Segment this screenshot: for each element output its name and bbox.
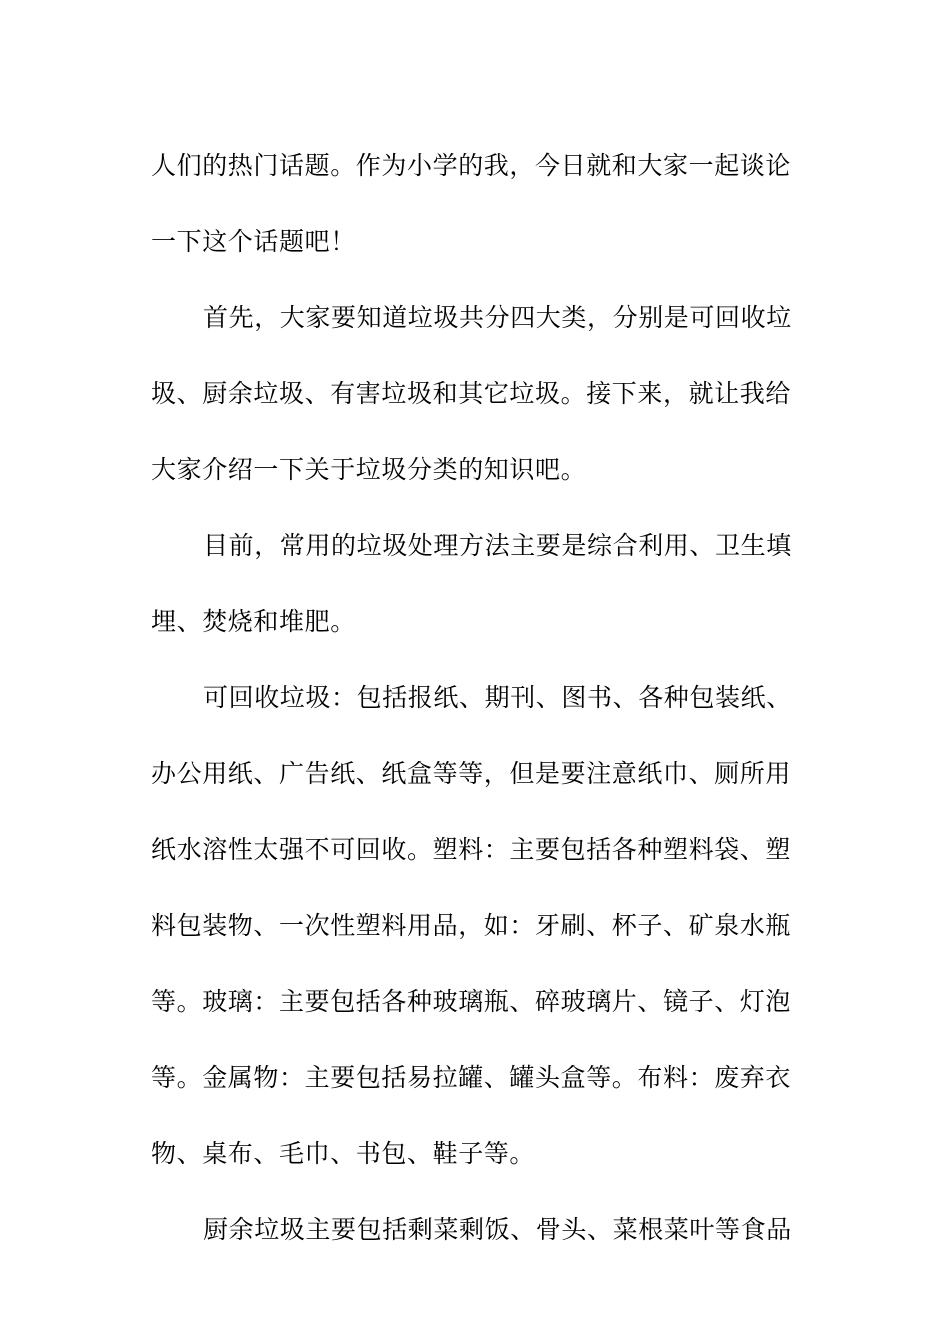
text-line: 等。金属物：主要包括易拉罐、罐头盒等。布料：废弃衣 xyxy=(151,1063,792,1092)
text-line: 一下这个话题吧！ xyxy=(151,227,356,256)
text-line: 人们的热门话题。作为小学的我，今日就和大家一起谈论 xyxy=(151,151,792,180)
paragraph-first-line: 目前，常用的垃圾处理方法主要是综合利用、卫生填 xyxy=(203,531,792,560)
text-line: 纸水溶性太强不可回收。塑料：主要包括各种塑料袋、塑 xyxy=(151,835,792,864)
text-line: 圾、厨余垃圾、有害垃圾和其它垃圾。接下来，就让我给 xyxy=(151,379,792,408)
text-line: 办公用纸、广告纸、纸盒等等，但是要注意纸巾、厕所用 xyxy=(151,759,792,788)
text-line: 等。玻璃：主要包括各种玻璃瓶、碎玻璃片、镜子、灯泡 xyxy=(151,987,792,1016)
text-line: 料包装物、一次性塑料用品，如：牙刷、杯子、矿泉水瓶 xyxy=(151,911,792,940)
body-text xyxy=(151,128,799,1268)
paragraph-first-line: 首先，大家要知道垃圾共分四大类，分别是可回收垃 xyxy=(203,303,792,332)
paragraph-first-line: 厨余垃圾主要包括剩菜剩饭、骨头、菜根菜叶等食品 xyxy=(203,1215,792,1244)
paragraph-first-line: 可回收垃圾：包括报纸、期刊、图书、各种包装纸、 xyxy=(203,683,792,712)
text-line: 埋、焚烧和堆肥。 xyxy=(151,607,356,636)
text-line: 大家介绍一下关于垃圾分类的知识吧。 xyxy=(151,455,587,484)
text-line: 物、桌布、毛巾、书包、鞋子等。 xyxy=(151,1139,536,1168)
